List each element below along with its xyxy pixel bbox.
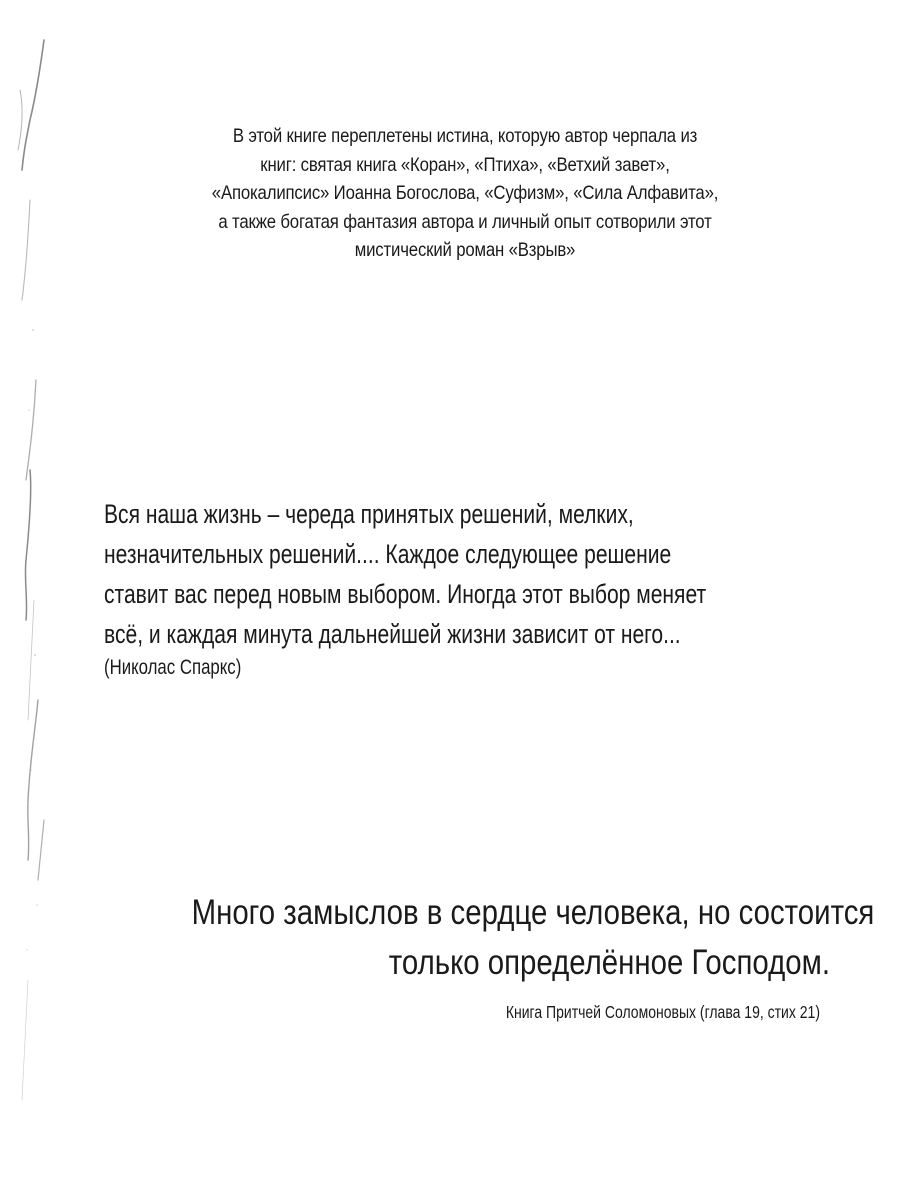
- epigraph-line: Много замыслов в сердце человека, но состоится: [191, 893, 875, 932]
- intro-line: книг: святая книга «Коран», «Птиха», «Ветхий завет»,: [260, 153, 670, 176]
- epigraph-line: только определённое Господом.: [388, 943, 830, 982]
- epigraph: [70, 888, 875, 1023]
- intro-line: мистический роман «Взрыв»: [354, 239, 576, 261]
- intro-line: а также богатая фантазия автора и личный опыт сотворили этот: [218, 210, 712, 233]
- epigraph-text: [191, 888, 875, 988]
- epigraph-source: Книга Притчей Соломоновых (глава 19, стих 21): [505, 1002, 820, 1022]
- torn-paper-edge-decoration: [0, 0, 60, 1200]
- quote-line: незначительных решений.... Каждое следующее решение: [104, 539, 672, 569]
- quote-line: Вся наша жизнь – череда принятых решений, мелких,: [104, 499, 634, 529]
- quote-line: всё, и каждая минута дальнейшей жизни зависит от него...: [104, 619, 681, 649]
- intro-paragraph: [194, 122, 736, 265]
- sparks-quote: [104, 494, 804, 680]
- intro-line: В этой книге переплетены истина, которую автор черпала из: [232, 125, 698, 147]
- intro-line: «Апокалипсис» Иоанна Богослова, «Суфизм», «Сила Алфавита»,: [211, 182, 719, 204]
- quote-author: (Николас Спаркс): [104, 656, 242, 679]
- quote-line: ставит вас перед новым выбором. Иногда этот выбор меняет: [104, 579, 707, 609]
- quote-text: [104, 494, 707, 654]
